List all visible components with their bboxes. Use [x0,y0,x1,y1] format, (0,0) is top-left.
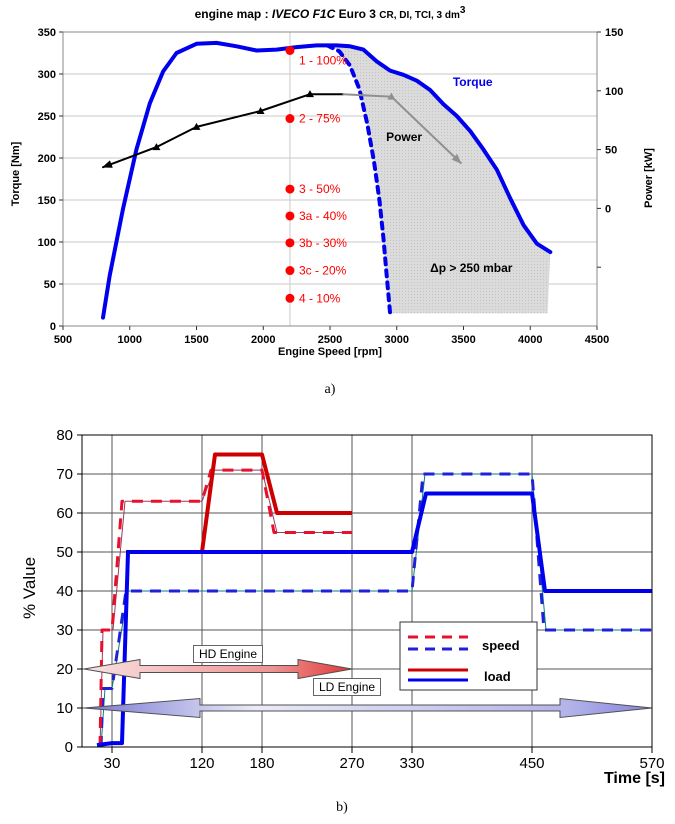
annotation-power: Power [386,130,423,145]
legend-label-load: load [484,669,511,684]
load-point-dot [285,266,294,275]
engine-map-chart [0,0,675,405]
y-tick-label: 50 [56,544,73,561]
y-tick-label: 200 [37,153,56,165]
title-engine-name: IVECO F1C [271,7,336,21]
load-point-label: 3b - 30% [298,235,347,250]
x-tick-label: 2000 [251,334,276,346]
y-tick-label: 150 [37,195,56,207]
percent-value-axis-title: % Value [20,556,39,620]
legend-label-speed: speed [482,638,520,653]
x-tick-label: 30 [103,755,121,772]
load-point-label: 3c - 20% [298,263,347,278]
x-tick-label: 330 [399,755,425,772]
load-point-label: 4 - 10% [298,291,341,306]
caption-a: a) [324,382,336,397]
load-point-dot [285,114,294,123]
y-tick-label: 0 [49,321,56,333]
power-line [103,94,343,167]
x-tick-label: 120 [189,755,215,772]
load-point-label: 3 - 50% [298,182,341,197]
load-point-dot [285,238,294,247]
y-tick-label: 100 [37,237,56,249]
title-euro: Euro 3 [335,7,380,21]
time-axis-title: Time [s] [603,770,665,787]
y-right-tick-label: 50 [605,144,618,157]
x-tick-label: 570 [639,755,665,772]
title-spec: CR, DI, TCI, 3 dm [379,10,460,21]
y-tick-label: 80 [56,427,73,444]
load-point-label: 3a - 40% [298,208,347,223]
x-tick-label: 1000 [117,334,142,346]
x-tick-label: 2500 [317,334,343,346]
power-axis-title: Power [kW] [643,148,655,208]
x-tick-label: 4000 [518,334,543,346]
y-right-tick-label: 150 [605,27,624,39]
y-right-tick-label: 100 [605,85,624,98]
test-cycle-chart [0,410,675,824]
x-tick-label: 500 [53,334,73,346]
y-tick-label: 300 [37,69,56,81]
engine-speed-axis-title: Engine Speed [rpm] [278,346,382,358]
y-tick-label: 350 [37,27,56,39]
y-tick-label: 10 [56,700,73,717]
x-tick-label: 270 [339,755,365,772]
x-tick-label: 4500 [584,334,610,346]
x-tick-label: 180 [249,755,275,772]
load-point-label: 1 - 100% [298,53,347,68]
load-point-dot [285,211,294,220]
load-point-dot [285,46,294,55]
title-sup: 3 [459,5,466,16]
caption-b: b) [336,800,348,815]
x-tick-label: 3000 [384,334,409,346]
y-tick-label: 250 [37,111,56,123]
engine-map-plot [0,0,675,405]
annotation--p-250-mbar: Δp > 250 mbar [430,261,513,276]
ld-engine-range-arrow [84,699,652,718]
load-point-label: 2 - 75% [298,111,341,126]
y-tick-label: 70 [56,466,73,483]
y-tick-label: 30 [56,622,73,639]
y-tick-label: 0 [64,739,73,756]
y-tick-label: 20 [56,661,73,678]
x-tick-label: 3500 [451,334,476,346]
x-tick-label: 450 [519,755,545,772]
annotation-torque: Torque [452,74,493,89]
x-tick-label: 1500 [184,334,209,346]
hd-load-curve [126,455,352,553]
y-tick-label: 40 [56,583,73,600]
y-tick-label: 50 [43,279,56,291]
load-point-dot [285,185,294,194]
title-prefix: engine map : [194,7,272,21]
test-cycle-plot [0,410,675,824]
hd-engine-label: HD Engine [193,645,263,663]
ld-engine-label: LD Engine [313,678,381,696]
y-tick-label: 60 [56,505,73,522]
y-right-tick-label: 0 [605,203,612,216]
load-point-dot [285,294,294,303]
torque-axis-title: Torque [Nm] [10,141,22,207]
